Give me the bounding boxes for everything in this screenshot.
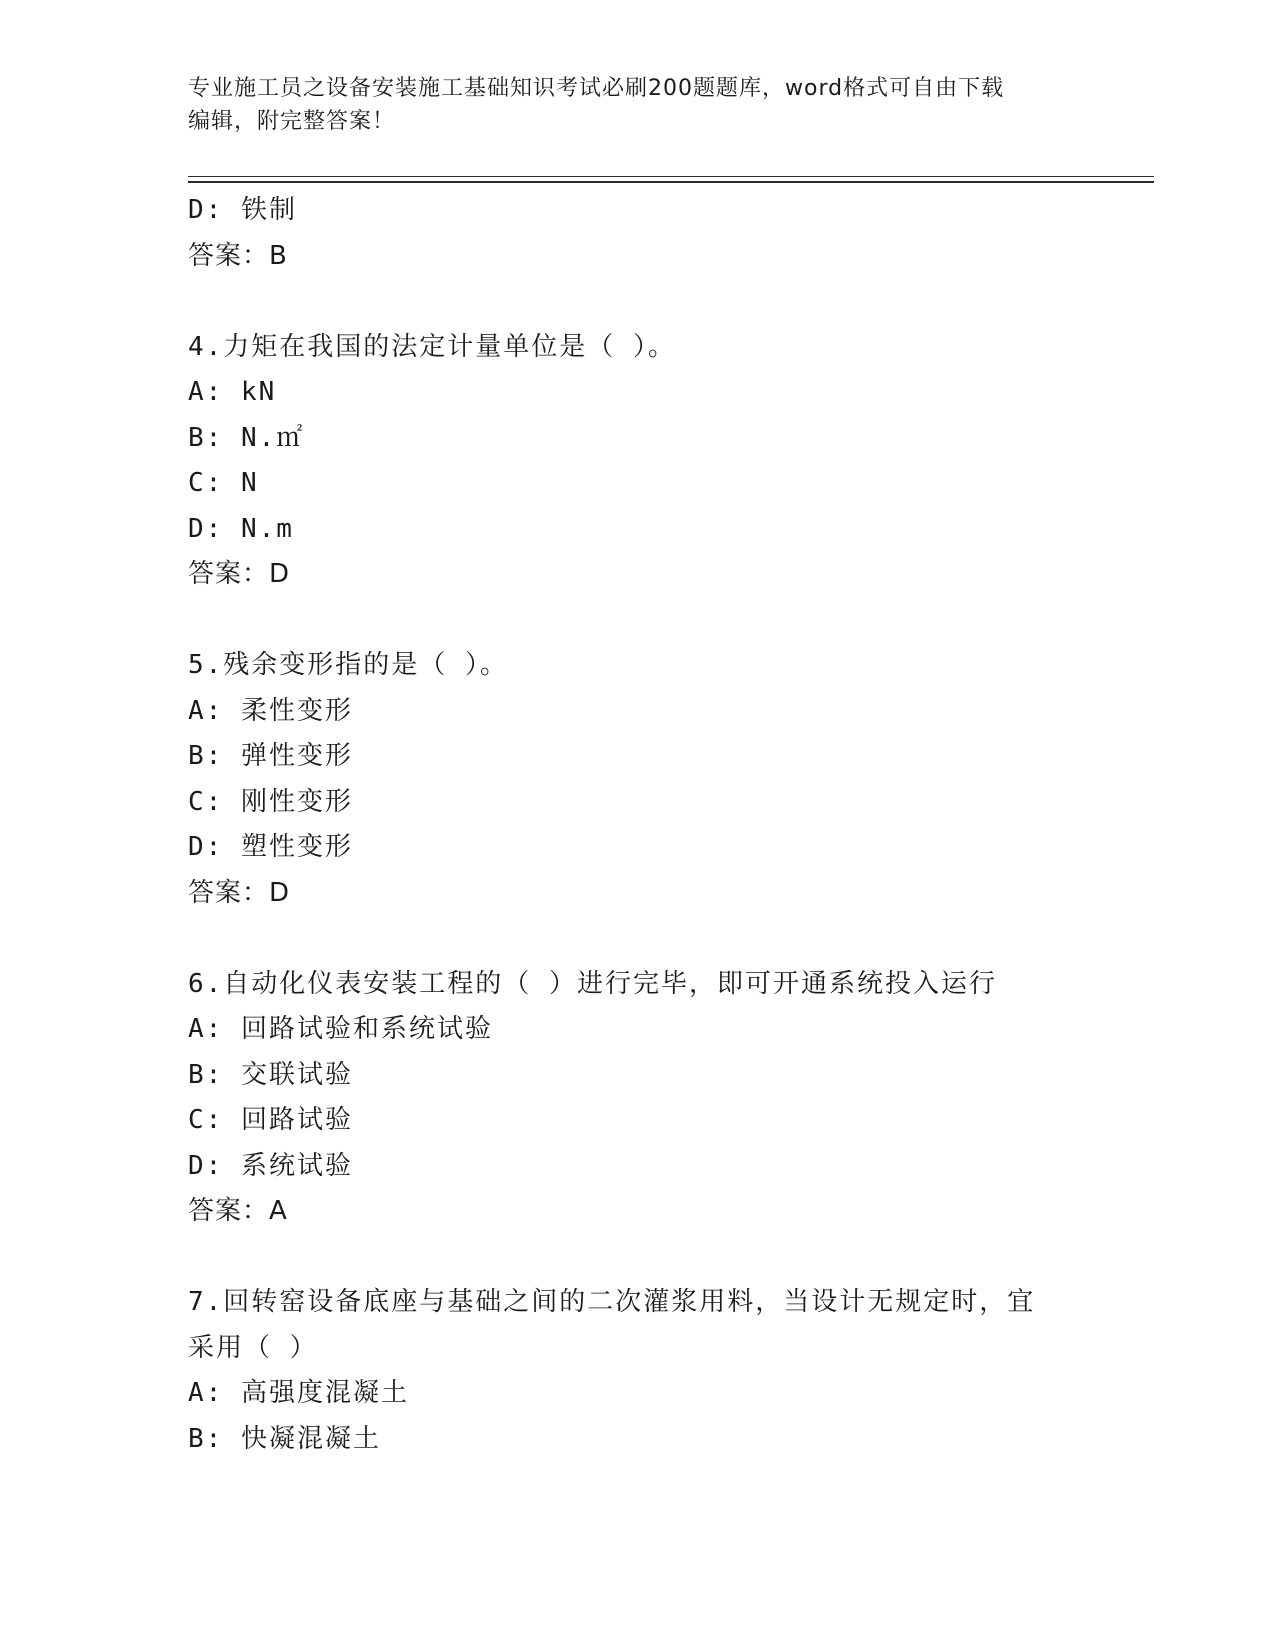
option-b: B: 弹性变形 xyxy=(188,741,353,771)
option-b: B: N.㎡ xyxy=(188,422,305,453)
option-b: B: 交联试验 xyxy=(188,1059,353,1090)
answer-label: 答案：D xyxy=(188,559,291,589)
option-c: C: 回路试验 xyxy=(188,1105,353,1135)
option-d: D: 系统试验 xyxy=(188,1150,353,1181)
option-a: A: kN xyxy=(188,377,277,407)
question-stem-line-1: 7.回转窑设备底座与基础之间的二次灌浆用料，当设计无规定时，宜 xyxy=(188,1287,1036,1317)
answer-label: 答案：D xyxy=(188,877,291,908)
option-a: A: 高强度混凝土 xyxy=(188,1378,409,1408)
header-divider-thick xyxy=(188,181,1154,183)
question-6 xyxy=(188,962,1088,1235)
question-5 xyxy=(188,643,1088,916)
question-stem-line-2: 采用（ ） xyxy=(188,1332,318,1363)
option-d: D: 铁制 xyxy=(188,195,297,225)
option-c: C: N xyxy=(188,468,259,498)
answer-label: 答案：B xyxy=(188,240,288,271)
option-c: C: 刚性变形 xyxy=(188,786,353,817)
header-divider-thin xyxy=(188,176,1154,177)
question-4 xyxy=(188,325,1088,598)
answer-label: 答案：A xyxy=(188,1196,288,1226)
question-7 xyxy=(188,1280,1088,1462)
option-d: D: 塑性变形 xyxy=(188,832,353,862)
question-stem: 5.残余变形指的是（ ）。 xyxy=(188,650,508,680)
question-list xyxy=(188,188,1088,1462)
option-a: A: 柔性变形 xyxy=(188,695,353,726)
question-stem: 6.自动化仪表安装工程的（ ）进行完毕，即可开通系统投入运行 xyxy=(188,968,997,999)
question-stem: 4.力矩在我国的法定计量单位是（ ）。 xyxy=(188,331,676,362)
option-b: B: 快凝混凝土 xyxy=(188,1423,381,1454)
question-3-tail xyxy=(188,188,1088,279)
header-title-line-2: 编辑，附完整答案！ xyxy=(188,109,396,134)
document-header xyxy=(188,72,1088,138)
header-title-line-1: 专业施工员之设备安装施工基础知识考试必刷200题题库，word格式可自由下载 xyxy=(188,76,1005,101)
option-a: A: 回路试验和系统试验 xyxy=(188,1014,493,1044)
option-d: D: N.m xyxy=(188,513,294,544)
